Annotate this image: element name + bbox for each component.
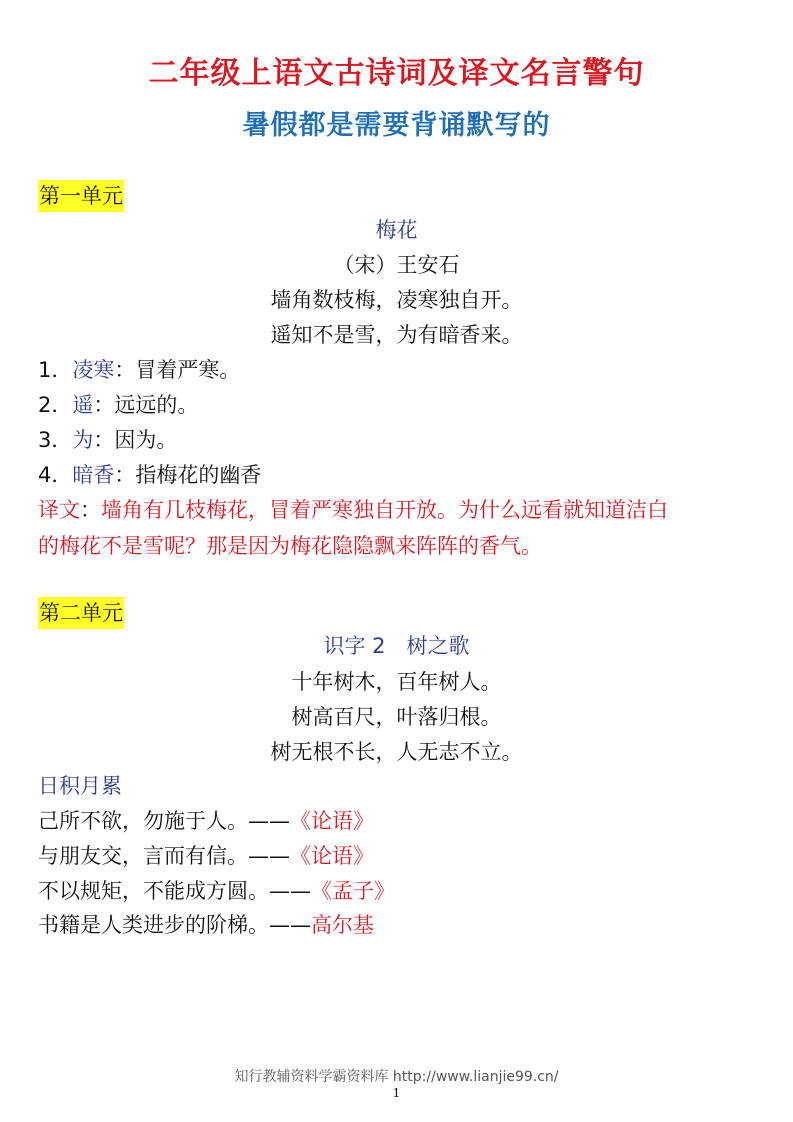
translation-text-1: 墙角有几枝梅花，冒着严寒独自开放。为什么远看就知道洁白 — [101, 498, 668, 522]
note-number: 4． — [38, 463, 73, 487]
note-separator: ： — [93, 428, 115, 452]
unit2-poem-line-2: 树高百尺，叶落归根。 — [291, 705, 502, 729]
note-definition: 因为。 — [114, 428, 178, 452]
note-definition: 远远的。 — [114, 393, 199, 417]
note-definition: 冒着严寒。 — [135, 358, 241, 382]
unit2-poem-line-1: 十年树木，百年树人。 — [291, 670, 502, 694]
quote-source: 《论语》 — [290, 809, 374, 833]
quote-text: 己所不欲，勿施于人。—— — [38, 809, 290, 833]
note-2 — [38, 389, 198, 421]
daily-accumulation-heading: 日积月累 — [38, 774, 122, 798]
page-number: 1 — [392, 1086, 401, 1100]
unit1-poem-title: 梅花 — [375, 218, 418, 242]
translation-label: 译文 — [38, 498, 80, 522]
quote-text: 不以规矩，不能成方圆。—— — [38, 879, 311, 903]
quote-3 — [38, 875, 395, 907]
unit2-poem-line-3: 树无根不长，人无志不立。 — [270, 740, 523, 764]
quote-source: 《论语》 — [290, 844, 374, 868]
note-term: 为 — [72, 428, 94, 452]
quote-source: 《孟子》 — [311, 879, 395, 903]
unit2-heading: 第二单元 — [38, 597, 124, 629]
note-term: 凌寒 — [72, 358, 115, 382]
translation-separator: ： — [80, 498, 101, 522]
footer-watermark: 知行教辅资料学霸资料库 http://www.lianjie99.cn/ — [234, 1069, 559, 1085]
note-separator: ： — [114, 358, 136, 382]
quote-text: 与朋友交，言而有信。—— — [38, 844, 290, 868]
note-number: 2． — [38, 393, 73, 417]
quote-text: 书籍是人类进步的阶梯。—— — [38, 913, 311, 937]
note-1 — [38, 354, 240, 386]
note-3 — [38, 424, 177, 456]
quote-source: 高尔基 — [311, 913, 374, 937]
unit1-poem-line-1: 墙角数枝梅，凌寒独自开。 — [270, 288, 523, 312]
note-number: 3． — [38, 428, 73, 452]
unit1-poem-author: （宋）王安石 — [333, 253, 460, 277]
quote-1 — [38, 805, 374, 837]
note-number: 1． — [38, 358, 73, 382]
note-separator: ： — [93, 393, 115, 417]
translation-line-2: 的梅花不是雪呢？那是因为梅花隐隐飘来阵阵的香气。 — [38, 534, 542, 558]
document-subtitle: 暑假都是需要背诵默写的 — [242, 110, 551, 141]
quote-4 — [38, 909, 374, 941]
unit2-poem-title: 识字 2 树之歌 — [323, 634, 470, 658]
note-term: 暗香 — [72, 463, 115, 487]
unit1-poem-line-2: 遥知不是雪，为有暗香来。 — [270, 323, 523, 347]
quote-2 — [38, 840, 374, 872]
document-title: 二年级上语文古诗词及译文名言警句 — [148, 56, 645, 91]
note-4 — [38, 459, 261, 491]
unit1-heading: 第一单元 — [38, 180, 124, 212]
note-term: 遥 — [72, 393, 94, 417]
note-separator: ： — [114, 463, 136, 487]
note-definition: 指梅花的幽香 — [135, 463, 262, 487]
translation-line-1 — [38, 494, 668, 526]
